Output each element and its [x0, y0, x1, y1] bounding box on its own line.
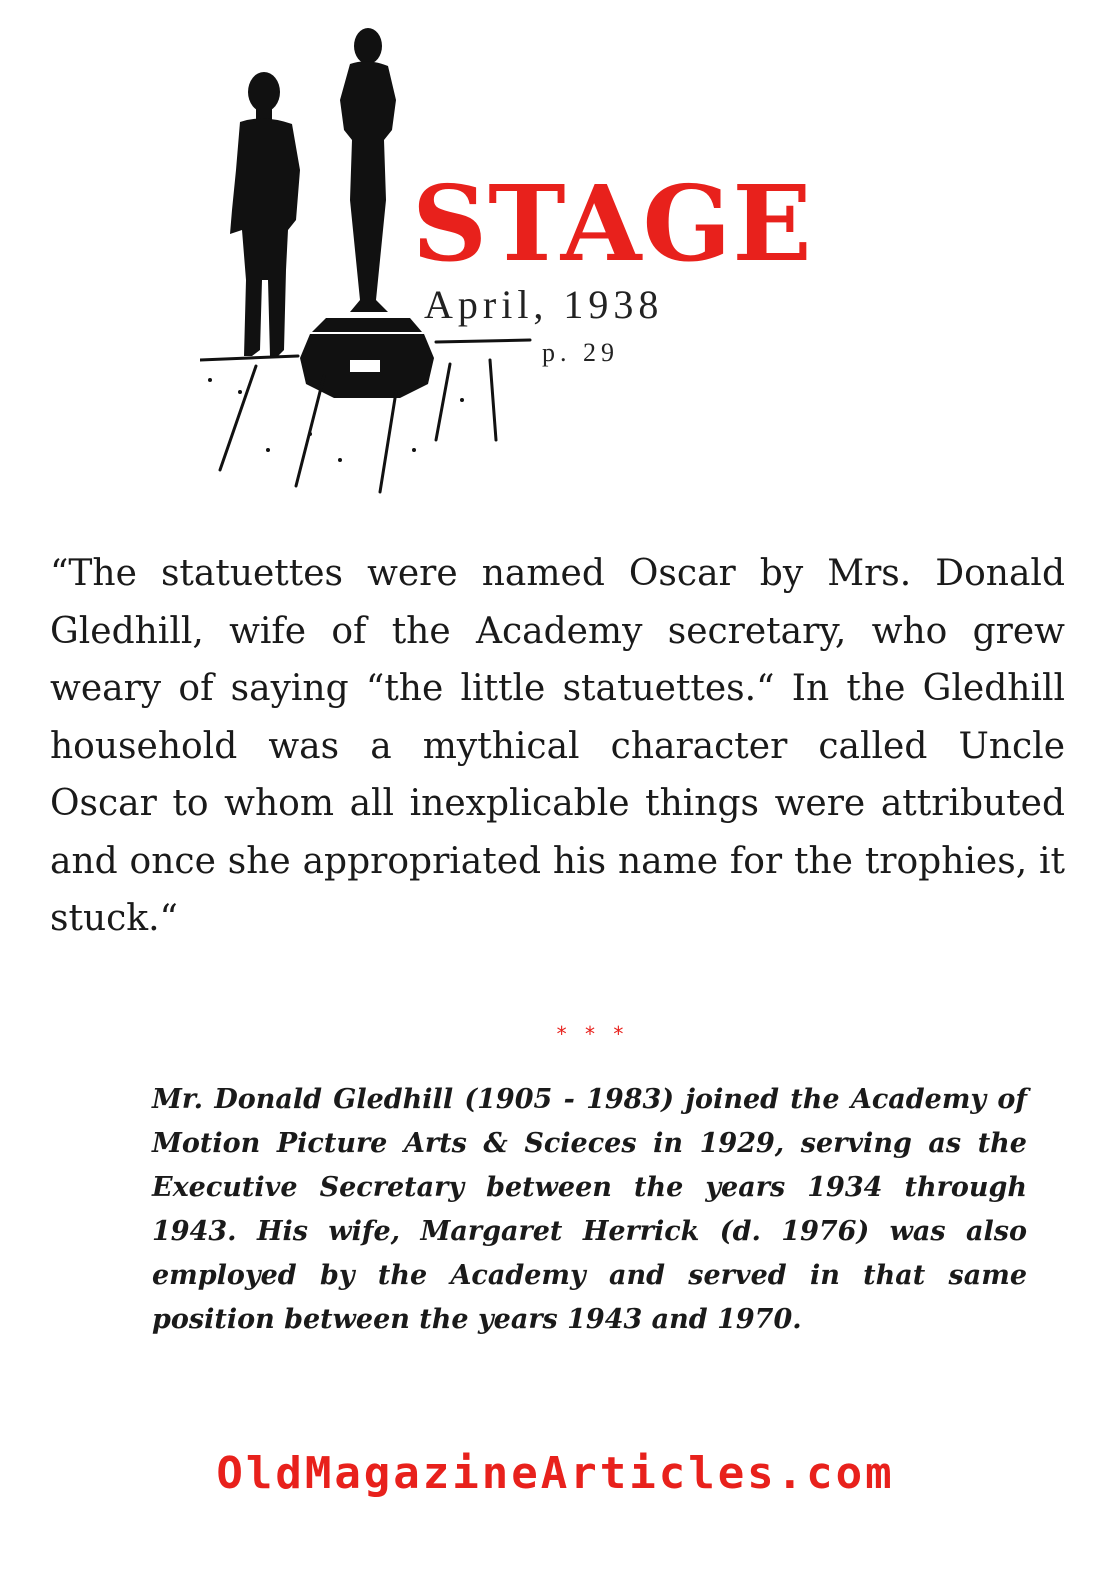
issue-date: April, 1938	[424, 282, 664, 327]
page-number: p. 29	[542, 338, 619, 367]
section-divider: * * *	[556, 1022, 630, 1046]
man-silhouette	[230, 72, 300, 356]
site-footer: OldMagazineArticles.com	[216, 1448, 895, 1499]
article-quote: “The statuettes were named Oscar by Mrs. Donald Gledhill, wife of the Academy secretary, who grew weary of saying “the little statuettes.“ In the Gledhill household was a mythical character called Uncle Oscar to whom all inexplicable things were attributed and once she appropriated his name for the trophies, it stuck.“	[50, 553, 1065, 939]
magazine-title: STAGE	[412, 162, 813, 285]
editor-note: Mr. Donald Gledhill (1905 - 1983) joined the Academy of Motion Picture Arts & Scieces in 1929, serving as the Executive Secretary between the years 1934 through 1943. His wife, Margaret Herrick (d. 1976) was also employed by the Academy and served in that same position between the years 1943 and 1970.	[152, 1084, 1027, 1335]
